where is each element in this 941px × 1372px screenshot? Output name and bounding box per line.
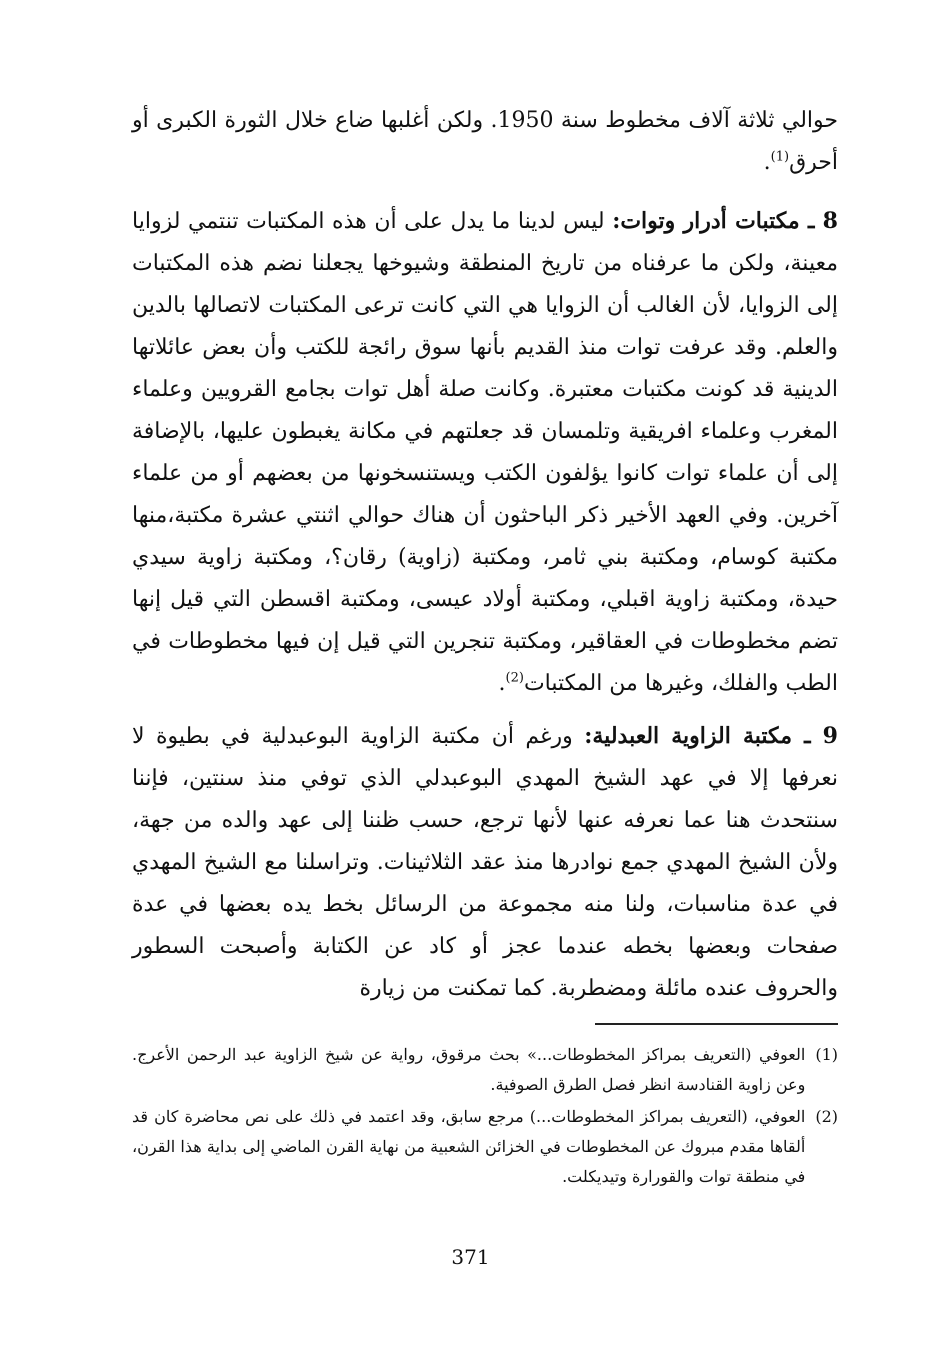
footnotes-section: [132, 1040, 838, 1194]
footnote-2-text: العوفي، (التعريف بمراكز المخطوطات...) مرجع سابق، وقد اعتمد في ذلك على نص محاضرة كان قد ألقاها مقدم مبروك عن المخطوطات في الخزائن الشعبية من نهاية القرن الماضي إلى بداية هذا القرن، في منطقة توات والقورارة وتيديكلت.: [132, 1107, 806, 1186]
footnote-ref-1[interactable]: (1): [770, 149, 790, 165]
paragraph-1-text: حوالي ثلاثة آلاف مخطوط سنة 1950. ولكن أغلبها ضاع خلال الثورة الكبرى أو أحرق: [132, 108, 839, 175]
paragraph-3-text: ورغم أن مكتبة الزاوية البوعبدلية في بطيوة لا نعرفها إلا في عهد الشيخ المهدي البوعبدلي الذي توفي منذ سنتين، فإننا سنتحدث هنا عما نعرفه عنها لأنها ترجع، حسب ظننا إلى عهد والده من جهة، ولأن الشيخ المهدي جمع نوادرها منذ عقد الثلاثينات. وتراسلنا مع الشيخ المهدي في عدة مناسبات، ولنا منه مجموعة من الرسائل بخط يده بعضها في عدة صفحات وبعضها بخطه عندما عجز أو كاد عن الكتابة وأصبحت السطور والحروف عنده مائلة ومضطربة. كما تمكنت من زيارة: [132, 724, 839, 1001]
page-number: 371: [451, 1245, 490, 1269]
paragraph-2: [132, 200, 838, 705]
paragraph-1: [132, 100, 838, 184]
paragraph-3: [132, 715, 838, 1010]
footnote-2: [132, 1102, 838, 1192]
footnote-ref-2[interactable]: (2): [505, 670, 524, 686]
footnote-1-number: (1): [815, 1045, 838, 1064]
paragraph-2-tail: .: [498, 671, 506, 696]
footnote-divider: [595, 1023, 838, 1025]
section-8-heading: 8 ـ مكتبات أدرار وتوات:: [612, 208, 838, 234]
footnote-2-number: (2): [815, 1107, 838, 1126]
footnote-1: [132, 1040, 838, 1100]
paragraph-1-tail: .: [763, 150, 771, 175]
footnote-1-text: العوفي (التعريف بمراكز المخطوطات...» بحث مرقوق، رواية عن شيخ الزاوية عبد الرحمن الأعرج. وعن زاوية القنادسة انظر فصل الطرق الصوفية.: [132, 1045, 806, 1094]
paragraph-2-text: ليس لدينا ما يدل على أن هذه المكتبات تنتمي لزوايا معينة، ولكن ما عرفناه من تاريخ المنطقة وشيوخها يجعلنا نضم هذه المكتبات إلى الزوايا، لأن الغالب أن الزوايا هي التي كانت ترعى المكتبات لاتصالها بالدين والعلم. وقد عرفت توات منذ القديم بأنها سوق رائجة للكتب وأن بعض عائلاتها الدينية قد كونت مكتبات معتبرة. وكانت صلة أهل توات بجامع القرويين وعلماء المغرب وعلماء افريقية وتلمسان قد جعلتهم في مكانة يغبطون عليها، بالإضافة إلى أن علماء توات كانوا يؤلفون الكتب ويستنسخونها من بعضهم أو من علماء آخرين. وفي العهد الأخير ذكر الباحثون أن هناك حوالي اثنتي عشرة مكتبة،منها مكتبة كوسام، ومكتبة بني ثامر، ومكتبة (زاوية) رقان؟، ومكتبة زاوية سيدي حيدة، ومكتبة زاوية اقبلي، ومكتبة أولاد عيسى، ومكتبة اقسطن التي قيل إنها تضم مخطوطات في العقاقير، ومكتبة تنجرين التي قيل إن فيها مخطوطات في الطب والفلك، وغيرها من المكتبات: [132, 209, 838, 696]
section-9-heading: 9 ـ مكتبة الزاوية العبدلية:: [584, 723, 838, 749]
